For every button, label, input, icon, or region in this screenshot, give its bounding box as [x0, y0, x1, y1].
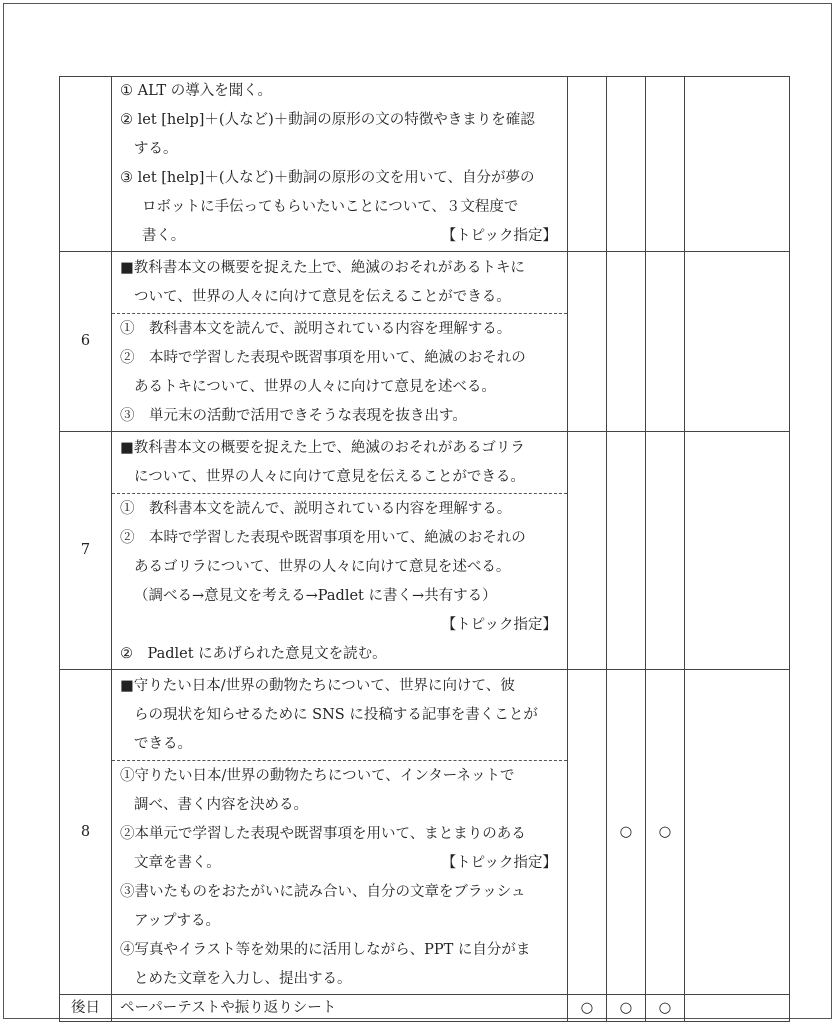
eval-mark	[646, 252, 685, 432]
eval-mark	[646, 432, 685, 670]
activity-line: する。	[134, 141, 178, 157]
eval-note	[685, 77, 790, 252]
eval-mark	[646, 77, 685, 252]
activity-line: ③ 単元末の活動で活用できそうな表現を抜き出す。	[120, 408, 467, 424]
session-number: 7	[60, 432, 112, 670]
eval-mark	[607, 432, 646, 670]
lesson-goal	[112, 670, 567, 760]
activity-list	[112, 313, 567, 431]
document-page	[3, 3, 832, 1019]
table-row	[60, 670, 790, 995]
table-row	[60, 252, 790, 432]
activity-list	[112, 493, 567, 669]
activity-line: ② 本時で学習した表現や既習事項を用いて、絶滅のおそれの	[120, 530, 526, 546]
activity-line	[112, 222, 567, 251]
eval-note	[685, 252, 790, 432]
activity-cell	[112, 670, 568, 995]
eval-mark	[568, 432, 607, 670]
activity-text: 文章を書く。	[134, 855, 221, 871]
activity-line	[112, 849, 567, 878]
activity-line: ロボットに手伝ってもらいたいことについて、３文程度で	[142, 199, 519, 215]
eval-mark: ○	[607, 670, 646, 995]
activity-line: ① ALT の導入を聞く。	[120, 83, 273, 99]
topic-tag: 【トピック指定】	[441, 228, 557, 244]
table-row	[60, 432, 790, 670]
activity-line: ③ let [help]＋(人など)＋動詞の原形の文を用いて、自分が夢の	[120, 170, 535, 186]
goal-line: ■教科書本文の概要を捉えた上で、絶滅のおそれがあるトキに	[120, 260, 525, 276]
activity-line: とめた文章を入力し、提出する。	[134, 971, 352, 987]
activity-cell	[112, 77, 568, 252]
activity-line: ②本単元で学習した表現や既習事項を用いて、まとまりのある	[120, 826, 526, 842]
eval-mark: ○	[646, 995, 685, 1022]
table-row	[60, 995, 790, 1022]
goal-line: について、世界の人々に向けて意見を伝えることができる。	[134, 469, 525, 485]
activity-text: 書く。	[142, 228, 186, 244]
topic-tag: 【トピック指定】	[441, 617, 557, 633]
activity-line: あるトキについて、世界の人々に向けて意見を述べる。	[134, 379, 496, 395]
activity-line: あるゴリラについて、世界の人々に向けて意見を述べる。	[134, 559, 511, 575]
activity-line: ② let [help]＋(人など)＋動詞の原形の文の特徴やきまりを確認	[120, 112, 535, 128]
goal-line: らの現状を知らせるために SNS に投稿する記事を書くことが	[134, 707, 538, 723]
activity-line: アップする。	[134, 913, 220, 929]
table-row	[60, 77, 790, 252]
eval-note	[685, 432, 790, 670]
eval-mark: ○	[646, 670, 685, 995]
activity-list	[112, 760, 567, 994]
eval-note	[685, 995, 790, 1022]
activity-line: （調べる→意見文を考える→Padlet に書く→共有する）	[134, 588, 497, 604]
eval-mark	[568, 252, 607, 432]
eval-mark: ○	[568, 995, 607, 1022]
lesson-goal	[112, 432, 567, 493]
activity-cell	[112, 995, 568, 1022]
activity-line: ①守りたい日本/世界の動物たちについて、インターネットで	[120, 768, 515, 784]
activity-cell	[112, 432, 568, 670]
eval-mark: ○	[607, 995, 646, 1022]
activity-line: ④写真やイラスト等を効果的に活用しながら、PPT に自分がま	[120, 942, 531, 958]
session-number: 後日	[60, 995, 112, 1022]
goal-line: ■守りたい日本/世界の動物たちについて、世界に向けて、彼	[120, 678, 515, 694]
activity-line: 調べ、書く内容を決める。	[134, 797, 308, 813]
eval-mark	[607, 77, 646, 252]
goal-line: ついて、世界の人々に向けて意見を伝えることができる。	[134, 289, 511, 305]
activity-cell	[112, 252, 568, 432]
eval-mark	[607, 252, 646, 432]
session-number	[60, 77, 112, 252]
lesson-goal	[112, 252, 567, 313]
activity-line: ③書いたものをおたがいに読み合い、自分の文章をブラッシュ	[120, 884, 526, 900]
topic-tag: 【トピック指定】	[441, 855, 557, 871]
lesson-plan-table	[59, 76, 790, 1022]
eval-mark	[568, 670, 607, 995]
activity-line: ② Padlet にあげられた意見文を読む。	[120, 646, 387, 662]
goal-line: できる。	[134, 736, 192, 752]
goal-line: ■教科書本文の概要を捉えた上で、絶滅のおそれがあるゴリラ	[120, 440, 525, 456]
activity-line: ② 本時で学習した表現や既習事項を用いて、絶滅のおそれの	[120, 350, 526, 366]
activity-line: ① 教科書本文を読んで、説明されている内容を理解する。	[120, 501, 512, 517]
activity-line: ① 教科書本文を読んで、説明されている内容を理解する。	[120, 321, 512, 337]
session-number: 6	[60, 252, 112, 432]
eval-mark	[568, 77, 607, 252]
eval-note	[685, 670, 790, 995]
session-number: 8	[60, 670, 112, 995]
activity-line: ペーパーテストや振り返りシート	[120, 1000, 337, 1016]
